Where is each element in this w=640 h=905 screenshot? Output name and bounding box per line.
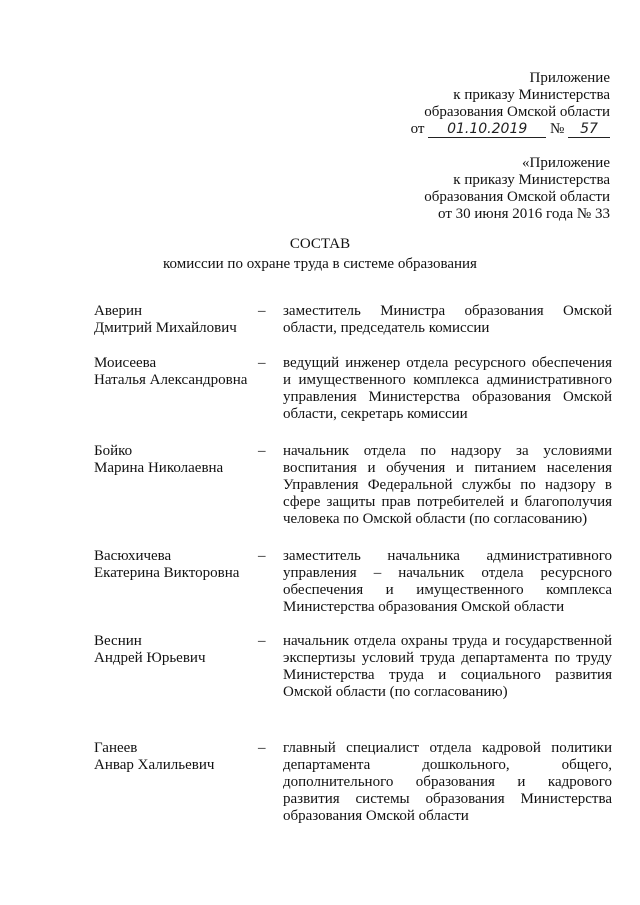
member-dash: – — [258, 740, 266, 756]
member-name — [94, 355, 264, 389]
member-given-name: Андрей Юрьевич — [94, 650, 206, 666]
member-dash: – — [258, 355, 266, 371]
member-surname: Бойко — [94, 443, 133, 459]
previous-appendix-header — [424, 155, 610, 223]
member-surname: Аверин — [94, 303, 143, 319]
appendix-line-3: образования Омской области — [424, 104, 610, 120]
appendix-line-1: Приложение — [529, 70, 610, 86]
member-role: заместитель начальника административного управления – начальник отдела ресурсного обеспечения и имущественного комплекса Министерства образования Омской области — [283, 548, 612, 615]
member-given-name: Дмитрий Михайлович — [94, 320, 237, 336]
member-given-name: Наталья Александровна — [94, 372, 248, 388]
member-role: заместитель Министра образования Омской области, председатель комиссии — [283, 303, 612, 336]
member-name — [94, 740, 264, 774]
appendix-header — [411, 70, 610, 138]
member-role: ведущий инженер отдела ресурсного обеспечения и имущественного комплекса административного управления Министерства образования Омской области, секретарь комиссии — [283, 355, 612, 422]
member-dash: – — [258, 303, 266, 319]
member-surname: Веснин — [94, 633, 142, 649]
member-surname: Васюхичева — [94, 548, 172, 564]
member-name — [94, 303, 264, 337]
member-name — [94, 548, 264, 582]
member-given-name: Екатерина Викторовна — [94, 565, 240, 581]
appendix-line-2: к приказу Министерства — [453, 87, 610, 103]
member-dash: – — [258, 633, 266, 649]
member-given-name: Анвар Халильевич — [94, 757, 215, 773]
member-surname: Ганеев — [94, 740, 138, 756]
document-subtitle: комиссии по охране труда в системе образования — [163, 256, 477, 272]
document-title: СОСТАВ — [289, 236, 351, 252]
member-dash: – — [258, 443, 266, 459]
member-role: главный специалист отдела кадровой политики департамента дошкольного, общего, дополнительного образования и кадрового развития системы образования Министерства образования Омской области — [283, 740, 612, 824]
prev-appendix-line-2: к приказу Министерства — [453, 172, 610, 188]
handwritten-number: 57 — [568, 122, 610, 138]
prev-appendix-line-3: образования Омской области — [424, 189, 610, 205]
prev-appendix-line-1: «Приложение — [521, 155, 610, 171]
number-label: № — [549, 121, 565, 137]
prev-appendix-line-4: от 30 июня 2016 года № 33 — [438, 206, 610, 222]
member-surname: Моисеева — [94, 355, 157, 371]
member-name — [94, 443, 264, 477]
handwritten-date: 01.10.2019 — [428, 122, 546, 138]
member-given-name: Марина Николаевна — [94, 460, 224, 476]
member-name — [94, 633, 264, 667]
from-label: от — [410, 121, 425, 137]
member-dash: – — [258, 548, 266, 564]
member-role: начальник отдела охраны труда и государственной экспертизы условий труда департамента по труду Министерства труда и социального развития Омской области (по согласованию) — [283, 633, 612, 700]
appendix-date-line — [411, 121, 610, 138]
member-role: начальник отдела по надзору за условиями воспитания и обучения и питанием населения Управления Федеральной службы по надзору в сфере защиты прав потребителей и благополучия человека по Омской области (по согласованию) — [283, 443, 612, 527]
